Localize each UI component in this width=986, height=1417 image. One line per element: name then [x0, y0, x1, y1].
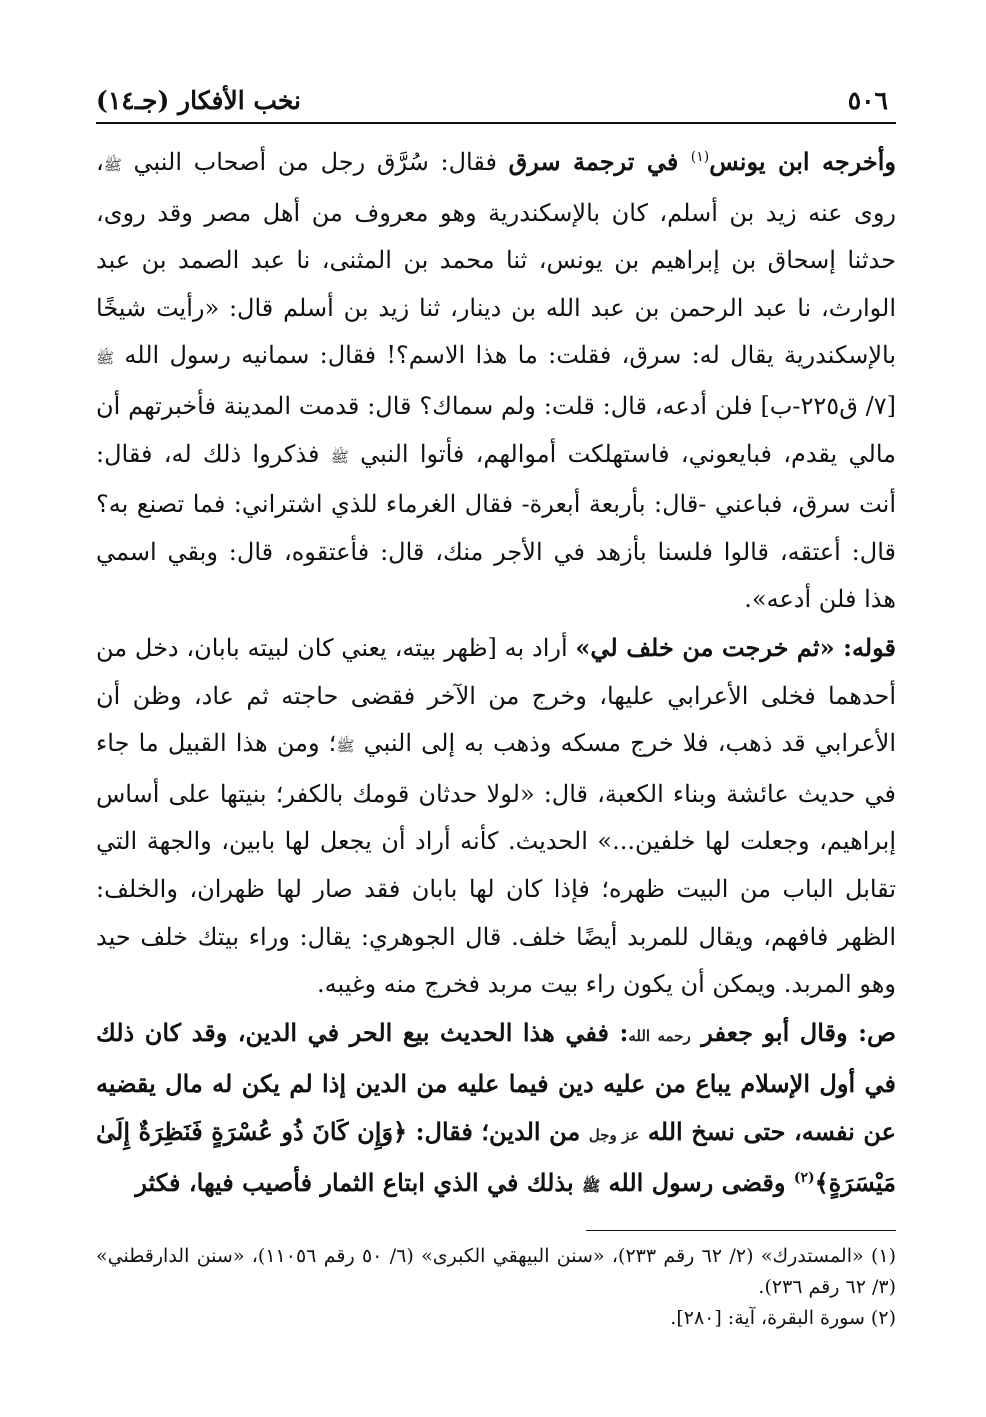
chapter-ref: في ترجمة سرق [508, 147, 691, 176]
paragraph-text: : ففي هذا الحديث بيع الحر في الدين، وقد كان ذلك في أول الإسلام يباع من عليه دين فيما عليه من الدين إذا لم يكن له مال يقضيه عن نفسه، حتى نسخ الله [96, 1017, 896, 1146]
paragraph-3 [96, 1009, 896, 1211]
paragraph-1 [96, 138, 896, 624]
paragraph-text: ؛ ومن هذا القبيل ما جاء في حديث عائشة وبناء الكعبة، قال: «لولا حدثان قومك بالكفر؛ بنيتها على أساس إبراهيم، وجعلت لها خلفين...» الحديث. كأنه أراد أن يجعل لها بابين، والجهة التي تقابل الباب من البيت ظهره؛ فإذا كان لها بابان فقد صار لها ظهران، والخلف: الظهر فافهم، ويقال للمربد أيضًا خلف. قال الجوهري: يقال: وراء بيتك خلف حيد وهو المربد. ويمكن أن يكون راء بيت مربد فخرج منه وغيبه. [96, 729, 897, 999]
footnote-1: (١) «المستدرك» (٢/ ٦٢ رقم ٢٣٣)، «سنن البيهقي الكبرى» (٦/ ٥٠ رقم ١١٠٥٦)، «سنن الدارقطني» (٣/ ٦٢ رقم ٢٣٦). [96, 1245, 897, 1298]
honorific-mark: ﷺ [103, 156, 122, 174]
paragraph-text: ، روى عنه زيد بن أسلم، كان بالإسكندرية وهو معروف من أهل مصر وقد روى، حدثنا إسحاق بن إبراهيم بن يونس، ثنا محمد بن المثنى، نا عبد الصمد بن عبد الوارث، نا عبد الرحمن بن عبد الله بن دينار، ثنا زيد بن أسلم قال: «رأيت شيخًا بالإسكندرية يقال له: سرق، فقلت: ما هذا الاسم؟! فقال: سمانيه رسول الله [96, 148, 897, 370]
paragraph-text: ص: وقال أبو جعفر [690, 1017, 897, 1047]
footnotes [96, 1241, 896, 1334]
page-number: ٥٠٦ [847, 86, 888, 115]
honorific-mark: ﷺ [336, 737, 355, 756]
honorific-mark: رحمه الله [628, 1026, 691, 1045]
honorific-mark: ﷺ [96, 349, 115, 368]
footnote-ref: (١) [690, 149, 710, 165]
paragraph-2 [96, 624, 896, 1009]
paragraph-text: فقال: سُرَّق رجل من أصحاب النبي [121, 148, 509, 176]
paragraph-text: من الدين؛ فقال: ﴿وَإِن كَانَ ذُو عُسْرَةٍ فَنَظِرَةٌ إِلَىٰ مَيْسَرَةٍ﴾ [96, 1116, 896, 1198]
honorific-mark: ﷺ [582, 1177, 601, 1196]
footnote-ref: (٢) [793, 1170, 815, 1187]
paragraph-text: فذكروا ذلك له، فقال: أنت سرق، فباعني -قال: بأربعة أبعرة- فقال الغرماء للذي اشتراني: فما تصنع به؟ قال: أعتقه، قالوا فلسنا بأزهد في الأجر منك، قال: فأعتقوه، قال: وبقي اسمي هذا فلن أدعه». [96, 439, 896, 614]
main-text [96, 138, 896, 1211]
book-page [96, 78, 896, 1378]
footnote-2: (٢) سورة البقرة، آية: [٢٨٠]. [670, 1307, 896, 1329]
paragraph-lead: قوله: «ثم خرجت من خلف لي» [575, 632, 896, 662]
paragraph-text: أراد به [ظهر بيته، يعني كان لبيته بابان، دخل من أحدهما فخلى الأعرابي عليها، وخرج من الآخر فقضى حاجته ثم عاد، وظن أن الأعرابي قد ذهب، فلا خرج مسكه وذهب به إلى النبي [96, 633, 896, 758]
paragraph-text: وقضى رسول الله [600, 1168, 794, 1198]
paragraph-text: بذلك في الذي ابتاع الثمار فأصيب فيها، فكثر [135, 1168, 583, 1198]
footnote-divider [586, 1230, 896, 1231]
book-title: نخب الأفكار (جـ١٤) [96, 86, 302, 115]
page-header [96, 78, 896, 124]
paragraph-text: [٧/ ق٢٢٥-ب] فلن أدعه، قال: قلت: ولم سماك؟ قال: قدمت المدينة فأخبرتهم أن مالي يقدم، فبايعوني، فاستهلكت أموالهم، فأتوا النبي [96, 391, 896, 468]
honorific-mark: ﷺ [330, 447, 349, 466]
paragraph-lead: وأخرجه ابن يونس [709, 147, 896, 176]
honorific-mark: عز وجل [588, 1125, 640, 1144]
